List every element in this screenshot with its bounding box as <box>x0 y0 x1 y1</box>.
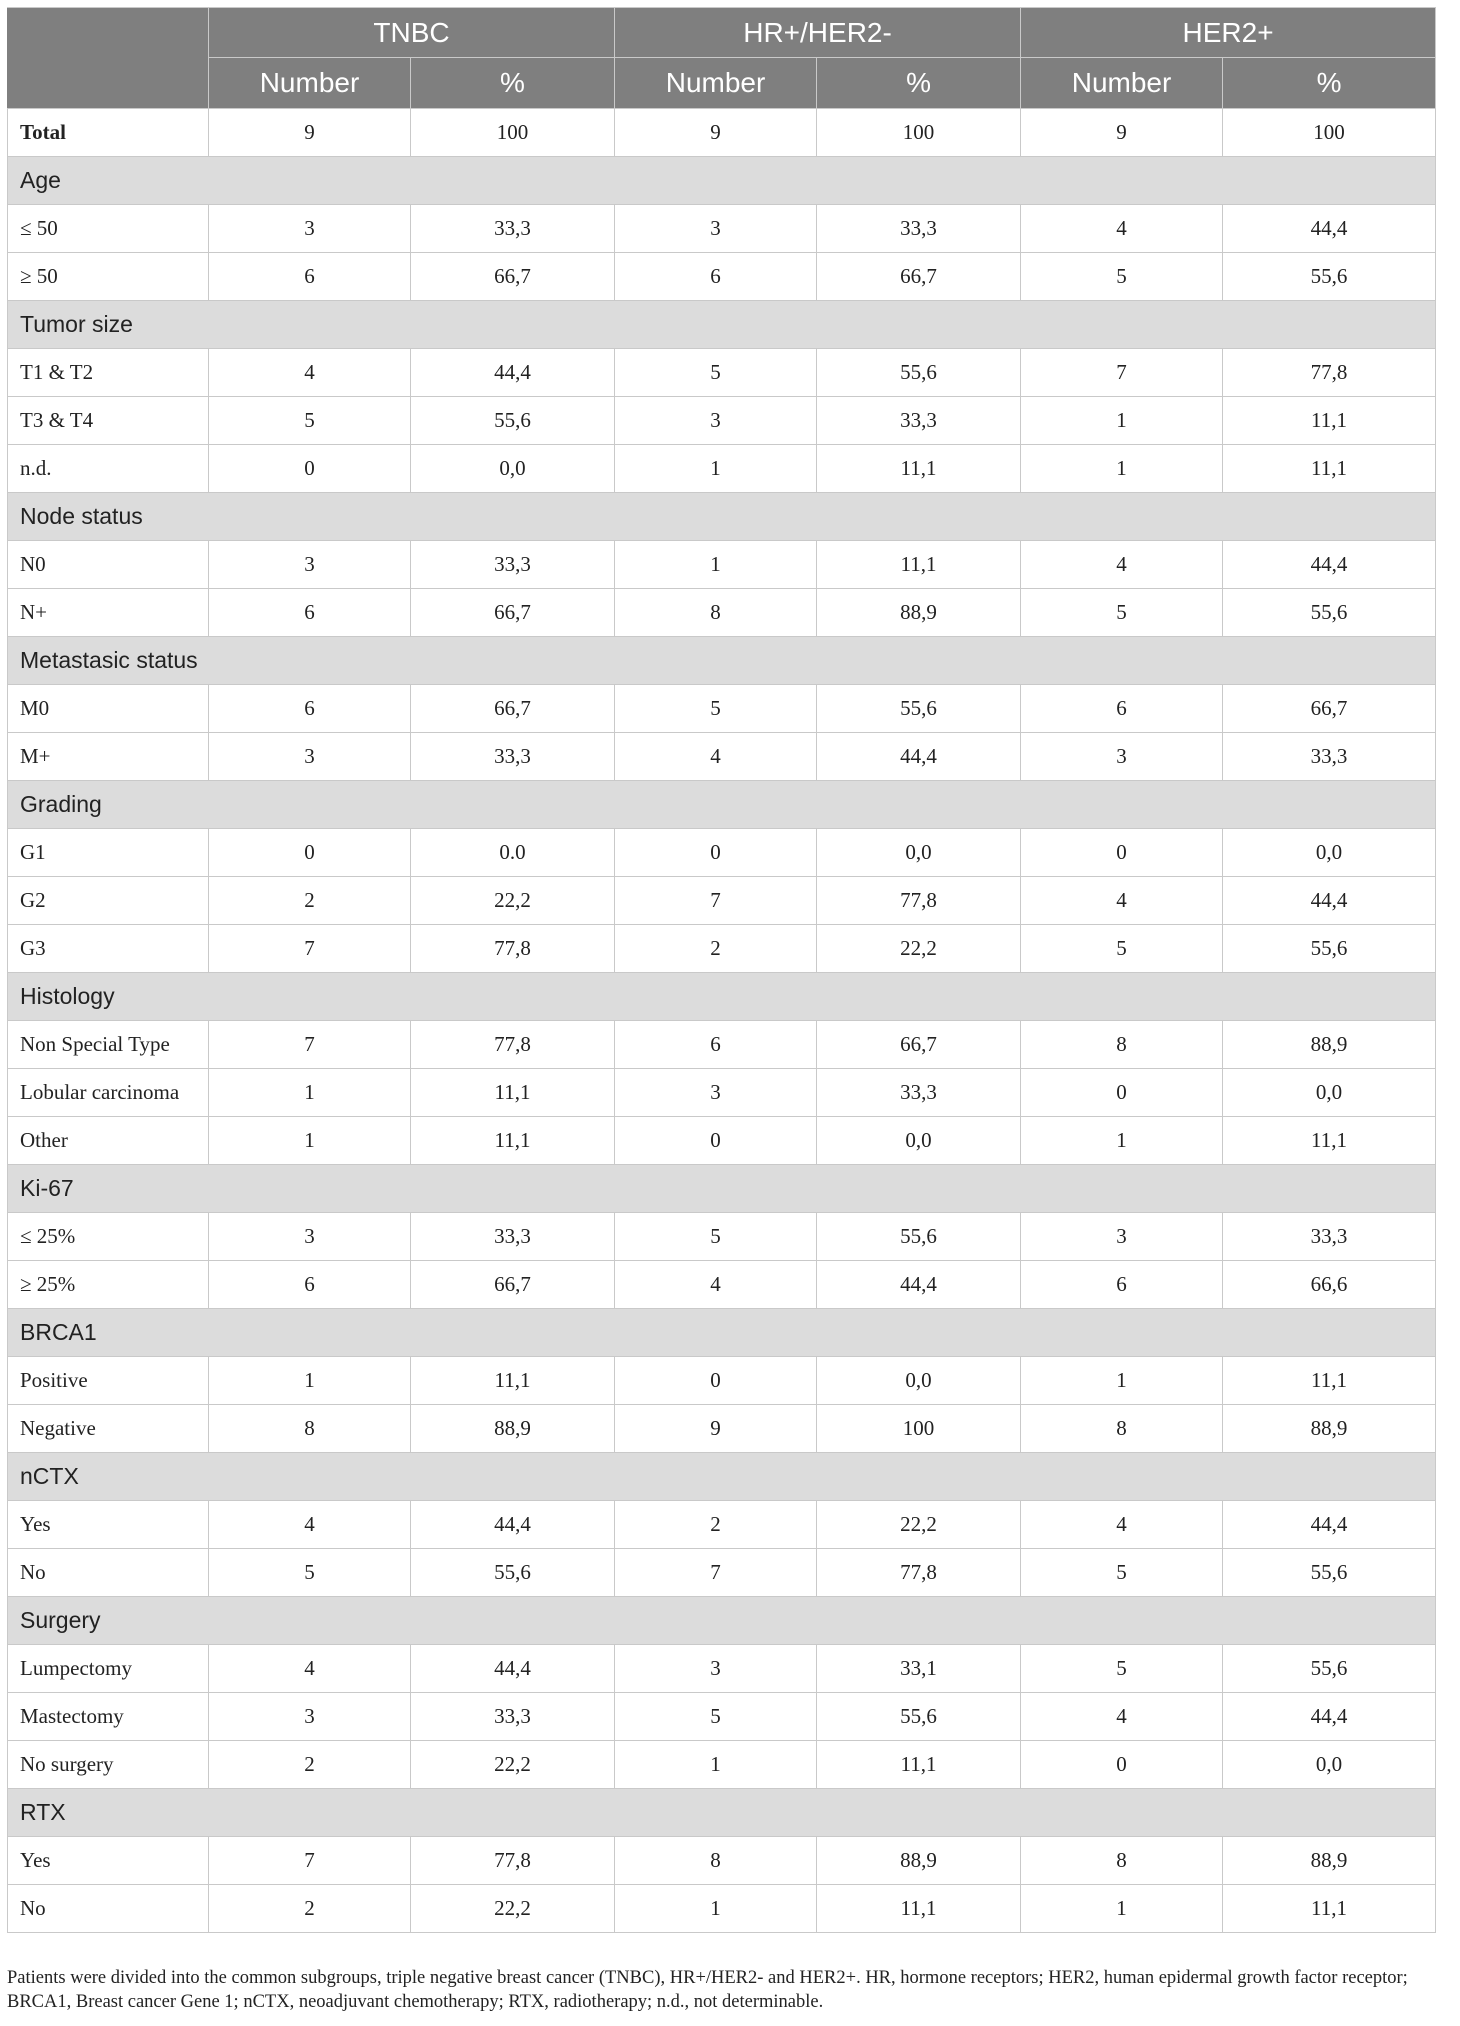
cell-value: 5 <box>1021 1645 1223 1693</box>
cell-value: 7 <box>1021 349 1223 397</box>
cell-value: 11,1 <box>817 445 1021 493</box>
subheader-row <box>8 58 1436 109</box>
cell-value: 3 <box>209 1213 411 1261</box>
cell-value: 8 <box>1021 1405 1223 1453</box>
cell-value: 66,7 <box>411 685 615 733</box>
cell-value: 88,9 <box>1223 1021 1436 1069</box>
table-row <box>8 397 1436 445</box>
cell-value: 1 <box>1021 1117 1223 1165</box>
cell-value: 66,7 <box>817 253 1021 301</box>
row-label: No <box>8 1549 209 1597</box>
section-header-row <box>8 973 1436 1021</box>
row-label: Yes <box>8 1837 209 1885</box>
cell-value: 44,4 <box>411 349 615 397</box>
table-row <box>8 445 1436 493</box>
cell-value: 0 <box>209 829 411 877</box>
cell-value: 7 <box>209 925 411 973</box>
table-row <box>8 733 1436 781</box>
row-label: ≥ 25% <box>8 1261 209 1309</box>
cell-value: 4 <box>209 349 411 397</box>
section-title: Metastasic status <box>8 637 1436 685</box>
section-header-row <box>8 157 1436 205</box>
cell-value: 0 <box>1021 1741 1223 1789</box>
cell-value: 5 <box>209 1549 411 1597</box>
cell-value: 55,6 <box>411 1549 615 1597</box>
cell-value: 88,9 <box>817 589 1021 637</box>
cell-value: 7 <box>209 1837 411 1885</box>
cell-value: 77,8 <box>817 1549 1021 1597</box>
subheader-number: Number <box>209 58 411 109</box>
cell-value: 77,8 <box>1223 349 1436 397</box>
cell-value: 2 <box>615 1501 817 1549</box>
table-row <box>8 1117 1436 1165</box>
cell-value: 1 <box>615 1885 817 1933</box>
cell-value: 33,3 <box>411 541 615 589</box>
cell-value: 44,4 <box>1223 205 1436 253</box>
table-row <box>8 1549 1436 1597</box>
row-label: ≤ 25% <box>8 1213 209 1261</box>
table-row <box>8 925 1436 973</box>
cell-value: 88,9 <box>1223 1405 1436 1453</box>
cell-value: 4 <box>615 1261 817 1309</box>
cell-value: 4 <box>1021 541 1223 589</box>
table-row <box>8 589 1436 637</box>
row-label: M0 <box>8 685 209 733</box>
cell-value: 11,1 <box>411 1357 615 1405</box>
cell-value: 4 <box>1021 1693 1223 1741</box>
cell-value: 1 <box>615 541 817 589</box>
cell-value: 4 <box>1021 877 1223 925</box>
row-label: N+ <box>8 589 209 637</box>
section-title: BRCA1 <box>8 1309 1436 1357</box>
section-title: RTX <box>8 1789 1436 1837</box>
section-header-row <box>8 1165 1436 1213</box>
cell-value: 6 <box>1021 1261 1223 1309</box>
cell-value: 33,3 <box>1223 733 1436 781</box>
cell-value: 0,0 <box>1223 1069 1436 1117</box>
group-header-row <box>8 8 1436 58</box>
cell-value: 44,4 <box>411 1501 615 1549</box>
cell-value: 66,7 <box>1223 685 1436 733</box>
cell-value: 11,1 <box>1223 1357 1436 1405</box>
group-header-tnbc: TNBC <box>209 8 615 58</box>
cell-value: 4 <box>1021 205 1223 253</box>
cell-value: 8 <box>615 589 817 637</box>
cell-value: 33,1 <box>817 1645 1021 1693</box>
cell-value: 4 <box>1021 1501 1223 1549</box>
cell-value: 0,0 <box>411 445 615 493</box>
row-label: No surgery <box>8 1741 209 1789</box>
table-footnote: Patients were divided into the common subgroups, triple negative breast cancer (TNBC), HR+/HER2- and HER2+. HR, hormone receptors; HER2, human epidermal growth factor receptor; BRCA1, Breast cancer Gene 1; nCTX, neoadjuvant chemotherapy; RTX, radiotherapy; n.d., not determinable. <box>7 1968 1408 2012</box>
cell-value: 4 <box>209 1645 411 1693</box>
cell-value: 1 <box>1021 445 1223 493</box>
cell-value: 5 <box>615 349 817 397</box>
cell-value: 0 <box>615 1117 817 1165</box>
row-label: ≤ 50 <box>8 205 209 253</box>
cell-value: 55,6 <box>1223 1549 1436 1597</box>
cell-value: 5 <box>1021 925 1223 973</box>
cell-value: 7 <box>615 877 817 925</box>
cell-value: 8 <box>1021 1837 1223 1885</box>
cell-value: 0,0 <box>817 1357 1021 1405</box>
table-row <box>8 205 1436 253</box>
cell-value: 22,2 <box>411 1741 615 1789</box>
cell-value: 11,1 <box>1223 1885 1436 1933</box>
row-label: G3 <box>8 925 209 973</box>
cell-value: 5 <box>1021 1549 1223 1597</box>
row-label: G2 <box>8 877 209 925</box>
section-title: Ki-67 <box>8 1165 1436 1213</box>
cell-value: 66,7 <box>411 589 615 637</box>
cell-value: 6 <box>1021 685 1223 733</box>
section-title: nCTX <box>8 1453 1436 1501</box>
subheader-number: Number <box>1021 58 1223 109</box>
section-title: Histology <box>8 973 1436 1021</box>
cell-value: 0 <box>1021 1069 1223 1117</box>
cell-value: 3 <box>209 1693 411 1741</box>
cell-value: 0 <box>209 445 411 493</box>
table-row <box>8 1885 1436 1933</box>
row-label: ≥ 50 <box>8 253 209 301</box>
row-label: Yes <box>8 1501 209 1549</box>
cell-value: 3 <box>209 205 411 253</box>
cell-value: 11,1 <box>817 1885 1021 1933</box>
cell-value: 44,4 <box>411 1645 615 1693</box>
table-row <box>8 253 1436 301</box>
cell-value: 88,9 <box>411 1405 615 1453</box>
cell-value: 9 <box>209 109 411 157</box>
cell-value: 0 <box>1021 829 1223 877</box>
table-row <box>8 685 1436 733</box>
table-row <box>8 349 1436 397</box>
cell-value: 44,4 <box>1223 541 1436 589</box>
cell-value: 3 <box>615 1645 817 1693</box>
cell-value: 44,4 <box>817 1261 1021 1309</box>
table-row <box>8 1213 1436 1261</box>
cell-value: 11,1 <box>817 541 1021 589</box>
patient-characteristics-table <box>7 7 1436 1933</box>
cell-value: 33,3 <box>817 397 1021 445</box>
cell-value: 33,3 <box>411 1693 615 1741</box>
section-header-row <box>8 1309 1436 1357</box>
corner-header-cell <box>8 8 209 109</box>
cell-value: 9 <box>615 109 817 157</box>
cell-value: 6 <box>615 1021 817 1069</box>
cell-value: 33,3 <box>817 1069 1021 1117</box>
row-label: T1 & T2 <box>8 349 209 397</box>
row-label: Total <box>8 109 209 157</box>
cell-value: 1 <box>615 1741 817 1789</box>
cell-value: 44,4 <box>1223 1501 1436 1549</box>
subheader-number: Number <box>615 58 817 109</box>
row-label: T3 & T4 <box>8 397 209 445</box>
cell-value: 55,6 <box>817 349 1021 397</box>
cell-value: 3 <box>1021 1213 1223 1261</box>
cell-value: 5 <box>1021 589 1223 637</box>
cell-value: 77,8 <box>817 877 1021 925</box>
cell-value: 11,1 <box>817 1741 1021 1789</box>
cell-value: 6 <box>209 685 411 733</box>
cell-value: 11,1 <box>1223 445 1436 493</box>
cell-value: 55,6 <box>411 397 615 445</box>
table-row <box>8 829 1436 877</box>
cell-value: 88,9 <box>1223 1837 1436 1885</box>
section-title: Grading <box>8 781 1436 829</box>
cell-value: 33,3 <box>1223 1213 1436 1261</box>
cell-value: 5 <box>615 1213 817 1261</box>
section-header-row <box>8 637 1436 685</box>
table-row <box>8 1693 1436 1741</box>
section-header-row <box>8 493 1436 541</box>
table-row <box>8 877 1436 925</box>
cell-value: 3 <box>209 541 411 589</box>
row-label: Non Special Type <box>8 1021 209 1069</box>
cell-value: 66,6 <box>1223 1261 1436 1309</box>
cell-value: 3 <box>615 397 817 445</box>
cell-value: 7 <box>615 1549 817 1597</box>
cell-value: 0,0 <box>817 1117 1021 1165</box>
row-label: Positive <box>8 1357 209 1405</box>
cell-value: 11,1 <box>411 1069 615 1117</box>
cell-value: 33,3 <box>817 205 1021 253</box>
table-row <box>8 1501 1436 1549</box>
row-label: M+ <box>8 733 209 781</box>
cell-value: 33,3 <box>411 733 615 781</box>
cell-value: 77,8 <box>411 1837 615 1885</box>
cell-value: 33,3 <box>411 1213 615 1261</box>
section-header-row <box>8 781 1436 829</box>
row-label: Lumpectomy <box>8 1645 209 1693</box>
cell-value: 5 <box>615 1693 817 1741</box>
cell-value: 100 <box>1223 109 1436 157</box>
cell-value: 55,6 <box>817 685 1021 733</box>
cell-value: 22,2 <box>817 925 1021 973</box>
cell-value: 2 <box>209 877 411 925</box>
cell-value: 11,1 <box>1223 1117 1436 1165</box>
cell-value: 2 <box>209 1885 411 1933</box>
table-row <box>8 541 1436 589</box>
cell-value: 5 <box>1021 253 1223 301</box>
section-title: Age <box>8 157 1436 205</box>
cell-value: 33,3 <box>411 205 615 253</box>
row-label: Negative <box>8 1405 209 1453</box>
cell-value: 66,7 <box>411 1261 615 1309</box>
row-label: Lobular carcinoma <box>8 1069 209 1117</box>
cell-value: 44,4 <box>1223 1693 1436 1741</box>
row-label: G1 <box>8 829 209 877</box>
table-body <box>8 109 1436 1933</box>
table-row <box>8 1357 1436 1405</box>
cell-value: 100 <box>817 1405 1021 1453</box>
cell-value: 77,8 <box>411 925 615 973</box>
cell-value: 11,1 <box>411 1117 615 1165</box>
cell-value: 4 <box>209 1501 411 1549</box>
cell-value: 1 <box>1021 1885 1223 1933</box>
cell-value: 6 <box>209 1261 411 1309</box>
cell-value: 55,6 <box>1223 925 1436 973</box>
cell-value: 77,8 <box>411 1021 615 1069</box>
cell-value: 44,4 <box>1223 877 1436 925</box>
section-header-row <box>8 301 1436 349</box>
cell-value: 1 <box>1021 1357 1223 1405</box>
cell-value: 2 <box>209 1741 411 1789</box>
cell-value: 1 <box>209 1069 411 1117</box>
cell-value: 2 <box>615 925 817 973</box>
cell-value: 55,6 <box>1223 589 1436 637</box>
row-label: Other <box>8 1117 209 1165</box>
cell-value: 0 <box>615 829 817 877</box>
cell-value: 55,6 <box>817 1213 1021 1261</box>
cell-value: 55,6 <box>817 1693 1021 1741</box>
group-header-her2-pos: HER2+ <box>1021 8 1436 58</box>
cell-value: 5 <box>209 397 411 445</box>
table-row <box>8 1405 1436 1453</box>
cell-value: 8 <box>1021 1021 1223 1069</box>
row-label: n.d. <box>8 445 209 493</box>
cell-value: 88,9 <box>817 1837 1021 1885</box>
cell-value: 9 <box>615 1405 817 1453</box>
cell-value: 7 <box>209 1021 411 1069</box>
table-row <box>8 1261 1436 1309</box>
table-row <box>8 1021 1436 1069</box>
row-label: Mastectomy <box>8 1693 209 1741</box>
section-header-row <box>8 1453 1436 1501</box>
subheader-percent: % <box>1223 58 1436 109</box>
cell-value: 0 <box>615 1357 817 1405</box>
cell-value: 100 <box>411 109 615 157</box>
cell-value: 22,2 <box>411 877 615 925</box>
table-row <box>8 1837 1436 1885</box>
group-header-hr-her2-neg: HR+/HER2- <box>615 8 1021 58</box>
table-row <box>8 1645 1436 1693</box>
cell-value: 0,0 <box>1223 829 1436 877</box>
cell-value: 1 <box>209 1357 411 1405</box>
cell-value: 3 <box>1021 733 1223 781</box>
section-header-row <box>8 1597 1436 1645</box>
table-row <box>8 1069 1436 1117</box>
cell-value: 1 <box>615 445 817 493</box>
cell-value: 55,6 <box>1223 253 1436 301</box>
cell-value: 55,6 <box>1223 1645 1436 1693</box>
cell-value: 6 <box>209 253 411 301</box>
cell-value: 0.0 <box>411 829 615 877</box>
cell-value: 1 <box>209 1117 411 1165</box>
section-title: Surgery <box>8 1597 1436 1645</box>
cell-value: 6 <box>615 253 817 301</box>
table-row <box>8 1741 1436 1789</box>
row-label: N0 <box>8 541 209 589</box>
cell-value: 0,0 <box>1223 1741 1436 1789</box>
cell-value: 22,2 <box>817 1501 1021 1549</box>
cell-value: 9 <box>1021 109 1223 157</box>
subheader-percent: % <box>817 58 1021 109</box>
cell-value: 0,0 <box>817 829 1021 877</box>
cell-value: 11,1 <box>1223 397 1436 445</box>
section-title: Node status <box>8 493 1436 541</box>
cell-value: 100 <box>817 109 1021 157</box>
section-title: Tumor size <box>8 301 1436 349</box>
cell-value: 8 <box>615 1837 817 1885</box>
cell-value: 3 <box>615 1069 817 1117</box>
cell-value: 8 <box>209 1405 411 1453</box>
cell-value: 5 <box>615 685 817 733</box>
total-row <box>8 109 1436 157</box>
cell-value: 66,7 <box>817 1021 1021 1069</box>
table-container <box>7 7 1435 1933</box>
row-label: No <box>8 1885 209 1933</box>
section-header-row <box>8 1789 1436 1837</box>
cell-value: 44,4 <box>817 733 1021 781</box>
cell-value: 3 <box>209 733 411 781</box>
cell-value: 1 <box>1021 397 1223 445</box>
cell-value: 6 <box>209 589 411 637</box>
cell-value: 4 <box>615 733 817 781</box>
subheader-percent: % <box>411 58 615 109</box>
cell-value: 66,7 <box>411 253 615 301</box>
cell-value: 22,2 <box>411 1885 615 1933</box>
cell-value: 3 <box>615 205 817 253</box>
